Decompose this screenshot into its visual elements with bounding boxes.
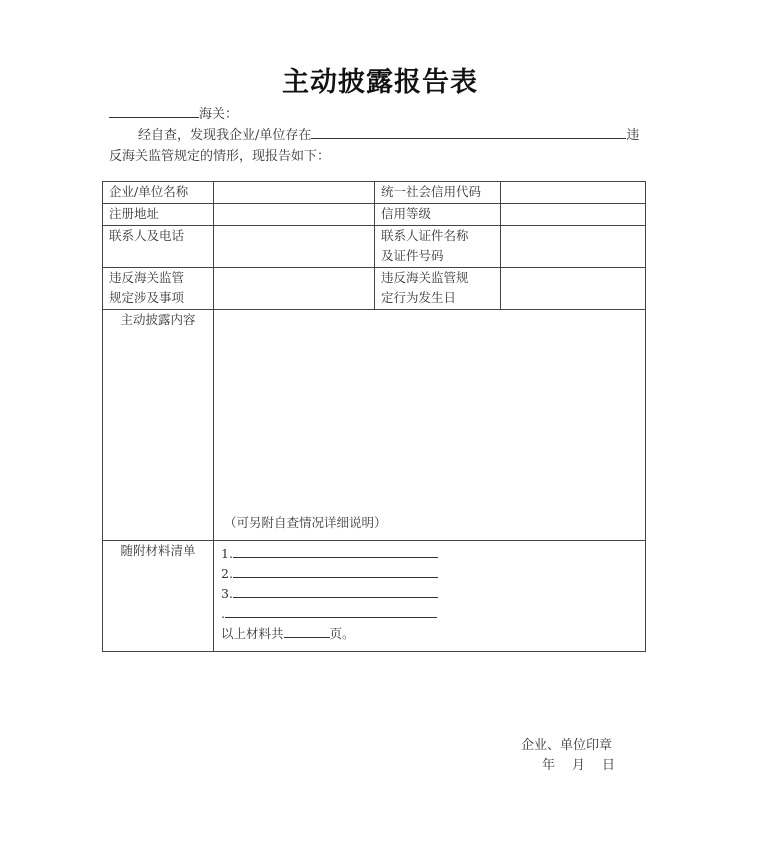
field-contact-id[interactable] xyxy=(501,225,646,267)
label-disclosure-content: 主动披露内容 xyxy=(103,309,214,540)
intro-line-2: 反海关监管规定的情形，现报告如下： xyxy=(109,149,331,164)
label-violation-date-line2: 定行为发生日 xyxy=(381,290,457,305)
violation-blank[interactable] xyxy=(311,125,626,139)
attachment-item-1: 1. xyxy=(221,544,638,564)
label-registered-address: 注册地址 xyxy=(103,204,214,226)
attachment-item-4: . xyxy=(221,604,638,624)
intro-suffix: 违 xyxy=(626,128,640,143)
label-violation-date-line1: 违反海关监管规 xyxy=(381,269,469,285)
field-company-name[interactable] xyxy=(214,182,375,204)
table-row xyxy=(103,267,646,309)
attachment-item-2: 2. xyxy=(221,564,638,584)
table-row xyxy=(103,540,646,651)
label-credit-code: 统一社会信用代码 xyxy=(375,182,501,204)
label-violation-date xyxy=(375,267,501,309)
label-contact-phone: 联系人及电话 xyxy=(103,225,214,267)
field-contact-phone[interactable] xyxy=(214,225,375,267)
label-company-name: 企业/单位名称 xyxy=(103,182,214,204)
label-violation-matters-line1: 违反海关监管 xyxy=(109,269,185,285)
attachment-blank-1[interactable] xyxy=(233,544,438,558)
table-row xyxy=(103,225,646,267)
field-registered-address[interactable] xyxy=(214,204,375,226)
label-violation-matters xyxy=(103,267,214,309)
table-row xyxy=(103,182,646,204)
label-contact-id xyxy=(375,225,501,267)
field-credit-code[interactable] xyxy=(501,182,646,204)
attachment-blank-3[interactable] xyxy=(233,584,438,598)
page-count-blank[interactable] xyxy=(284,624,330,638)
addressee-line xyxy=(109,103,238,122)
intro-line-1 xyxy=(138,124,639,143)
document-title: 主动披露报告表 xyxy=(282,67,478,98)
intro-prefix: 经自查，发现我企业/单位存在 xyxy=(138,128,312,143)
attachment-item-3: 3. xyxy=(221,584,638,604)
seal-label: 企业、单位印章 xyxy=(521,738,613,753)
label-contact-id-line1: 联系人证件名称 xyxy=(381,227,469,243)
label-credit-rating: 信用等级 xyxy=(375,204,501,226)
addressee-suffix: 海关： xyxy=(199,107,239,122)
date-label: 年 月 日 xyxy=(542,758,618,773)
attachment-blank-4[interactable] xyxy=(225,604,437,618)
label-violation-matters-line2: 规定涉及事项 xyxy=(109,290,185,305)
table-row xyxy=(103,309,646,540)
label-contact-id-line2: 及证件号码 xyxy=(381,248,444,263)
table-row xyxy=(103,204,646,226)
field-attachments xyxy=(214,540,646,651)
field-credit-rating[interactable] xyxy=(501,204,646,226)
field-violation-date[interactable] xyxy=(501,267,646,309)
attachment-total: 以上材料共 页。 xyxy=(221,625,355,641)
disclosure-form-table xyxy=(102,181,646,652)
label-attachments: 随附材料清单 xyxy=(103,540,214,651)
field-violation-matters[interactable] xyxy=(214,267,375,309)
customs-name-blank[interactable] xyxy=(109,104,199,118)
attachment-blank-2[interactable] xyxy=(233,564,438,578)
field-disclosure-content[interactable] xyxy=(214,309,646,540)
disclosure-note: （可另附自查情况详细说明） xyxy=(224,515,387,530)
